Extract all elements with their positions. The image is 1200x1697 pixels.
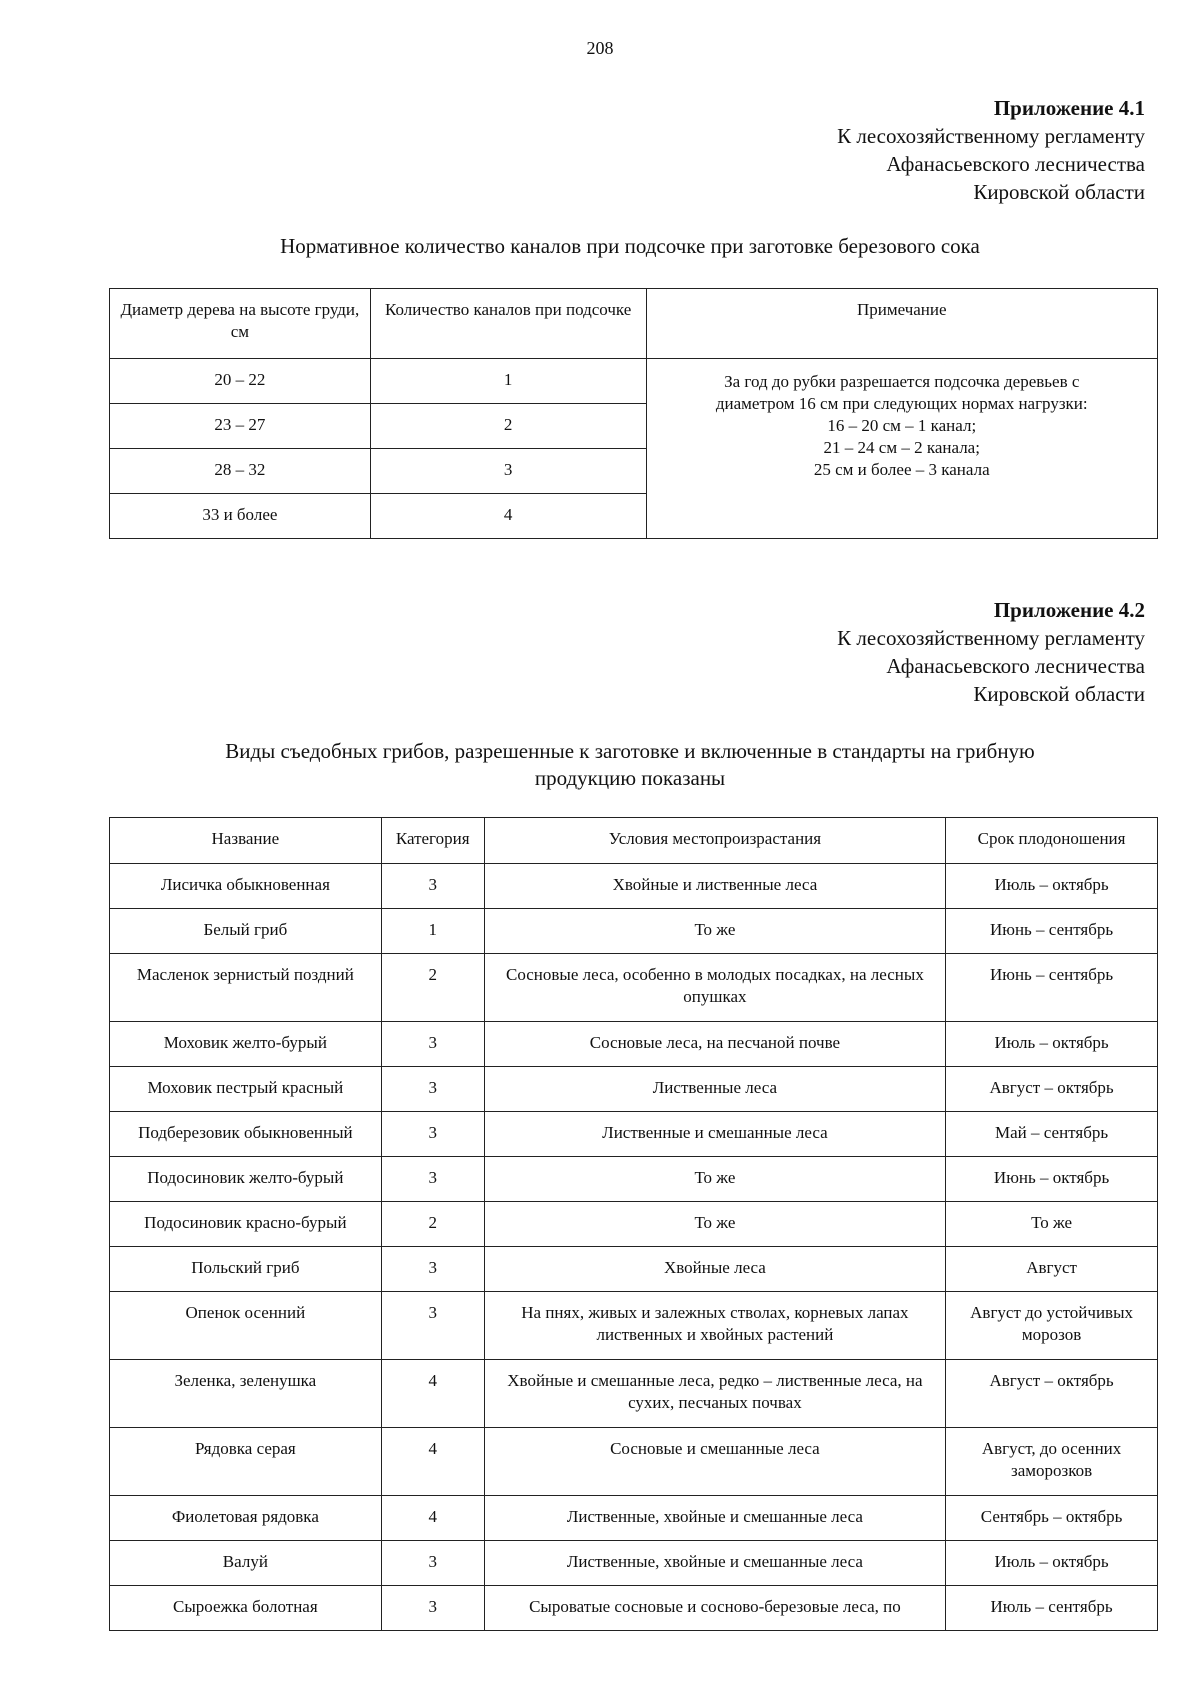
appendix-title: Приложение 4.2 — [993, 598, 1145, 622]
appendix-line: Афанасьевского лесничества — [886, 152, 1145, 176]
note-line: 25 см и более – 3 канала — [813, 460, 990, 479]
habitat-cell: То же — [484, 909, 945, 954]
name-cell: Зеленка, зеленушка — [110, 1360, 382, 1428]
header-cell: Количество каналов при подсочке — [370, 289, 646, 359]
category-cell: 2 — [381, 954, 484, 1022]
channels-cell: 2 — [370, 404, 646, 449]
header-cell: Категория — [381, 818, 484, 864]
category-cell: 2 — [381, 1202, 484, 1247]
habitat-cell: Сосновые леса, на песчаной почве — [484, 1022, 945, 1067]
table-header-row — [110, 818, 1158, 864]
table-row — [110, 1292, 1158, 1360]
season-cell: Июль – октябрь — [946, 864, 1158, 909]
category-cell: 3 — [381, 1022, 484, 1067]
table-row — [110, 1541, 1158, 1586]
name-cell: Польский гриб — [110, 1247, 382, 1292]
channels-cell: 3 — [370, 449, 646, 494]
table-row — [110, 954, 1158, 1022]
habitat-cell: Сыроватые сосновые и сосново-березовые леса, по — [484, 1586, 945, 1631]
table-row — [110, 359, 1158, 404]
category-cell: 3 — [381, 864, 484, 909]
name-cell: Масленок зернистый поздний — [110, 954, 382, 1022]
habitat-cell: Лиственные, хвойные и смешанные леса — [484, 1541, 945, 1586]
appendix-line: К лесохозяйственному регламенту — [837, 626, 1145, 650]
habitat-cell: Хвойные и смешанные леса, редко – лиственные леса, на сухих, песчаных почвах — [484, 1360, 945, 1428]
note-line: За год до рубки разрешается подсочка деревьев с — [724, 372, 1080, 391]
season-cell: Август, до осенних заморозков — [946, 1428, 1158, 1496]
category-cell: 4 — [381, 1428, 484, 1496]
table-row — [110, 1157, 1158, 1202]
header-cell: Условия местопроизрастания — [484, 818, 945, 864]
table2-title — [100, 738, 1160, 792]
season-cell: Август – октябрь — [946, 1067, 1158, 1112]
page-number: 208 — [586, 38, 614, 58]
table-row — [110, 1428, 1158, 1496]
season-cell: Август – октябрь — [946, 1360, 1158, 1428]
table-row — [110, 864, 1158, 909]
diameter-cell: 28 – 32 — [110, 449, 371, 494]
habitat-cell: Хвойные и лиственные леса — [484, 864, 945, 909]
habitat-cell: То же — [484, 1202, 945, 1247]
note-cell — [646, 359, 1157, 539]
season-cell: Июнь – сентябрь — [946, 954, 1158, 1022]
name-cell: Подосиновик красно-бурый — [110, 1202, 382, 1247]
name-cell: Моховик пестрый красный — [110, 1067, 382, 1112]
channels-cell: 4 — [370, 494, 646, 539]
table-row — [110, 1067, 1158, 1112]
category-cell: 3 — [381, 1541, 484, 1586]
diameter-cell: 23 – 27 — [110, 404, 371, 449]
name-cell: Сыроежка болотная — [110, 1586, 382, 1631]
habitat-cell: На пнях, живых и залежных стволах, корневых лапах лиственных и хвойных растений — [484, 1292, 945, 1360]
season-cell: Май – сентябрь — [946, 1112, 1158, 1157]
name-cell: Моховик желто-бурый — [110, 1022, 382, 1067]
table-row — [110, 1360, 1158, 1428]
habitat-cell: То же — [484, 1157, 945, 1202]
appendix-line: К лесохозяйственному регламенту — [837, 124, 1145, 148]
header-cell: Диаметр дерева на высоте груди, см — [110, 289, 371, 359]
table1-title: Нормативное количество каналов при подсочке при заготовке березового сока — [280, 234, 980, 258]
note-line: 21 – 24 см – 2 канала; — [823, 438, 980, 457]
title-line: Виды съедобных грибов, разрешенные к заготовке и включенные в стандарты на грибную — [225, 739, 1035, 763]
habitat-cell: Сосновые леса, особенно в молодых посадках, на лесных опушках — [484, 954, 945, 1022]
name-cell: Белый гриб — [110, 909, 382, 954]
habitat-cell: Лиственные и смешанные леса — [484, 1112, 945, 1157]
header-cell: Срок плодоношения — [946, 818, 1158, 864]
name-cell: Валуй — [110, 1541, 382, 1586]
name-cell: Лисичка обыкновенная — [110, 864, 382, 909]
appendix-line: Кировской области — [973, 682, 1145, 706]
table-row — [110, 1247, 1158, 1292]
category-cell: 3 — [381, 1157, 484, 1202]
table-row — [110, 1496, 1158, 1541]
season-cell: Сентябрь – октябрь — [946, 1496, 1158, 1541]
appendix-4-1-header — [837, 94, 1145, 206]
header-cell: Название — [110, 818, 382, 864]
table-row — [110, 1022, 1158, 1067]
name-cell: Подберезовик обыкновенный — [110, 1112, 382, 1157]
category-cell: 3 — [381, 1292, 484, 1360]
appendix-line: Афанасьевского лесничества — [886, 654, 1145, 678]
category-cell: 4 — [381, 1496, 484, 1541]
name-cell: Фиолетовая рядовка — [110, 1496, 382, 1541]
habitat-cell: Лиственные леса — [484, 1067, 945, 1112]
table-row — [110, 1202, 1158, 1247]
note-line: диаметром 16 см при следующих нормах нагрузки: — [715, 394, 1088, 413]
category-cell: 4 — [381, 1360, 484, 1428]
title-line: продукцию показаны — [534, 766, 726, 790]
table-row — [110, 1586, 1158, 1631]
category-cell: 3 — [381, 1067, 484, 1112]
note-line: 16 – 20 см – 1 канал; — [827, 416, 977, 435]
habitat-cell: Сосновые и смешанные леса — [484, 1428, 945, 1496]
category-cell: 3 — [381, 1112, 484, 1157]
name-cell: Рядовка серая — [110, 1428, 382, 1496]
table-header-row — [110, 289, 1158, 359]
season-cell: Июль – октябрь — [946, 1022, 1158, 1067]
name-cell: Опенок осенний — [110, 1292, 382, 1360]
birch-sap-channels-table — [109, 288, 1158, 539]
appendix-line: Кировской области — [973, 180, 1145, 204]
season-cell: Август до устойчивых морозов — [946, 1292, 1158, 1360]
season-cell: Июль – октябрь — [946, 1541, 1158, 1586]
category-cell: 3 — [381, 1247, 484, 1292]
season-cell: Июнь – сентябрь — [946, 909, 1158, 954]
category-cell: 1 — [381, 909, 484, 954]
appendix-title: Приложение 4.1 — [993, 96, 1145, 120]
table-row — [110, 909, 1158, 954]
habitat-cell: Лиственные, хвойные и смешанные леса — [484, 1496, 945, 1541]
season-cell: То же — [946, 1202, 1158, 1247]
season-cell: Август — [946, 1247, 1158, 1292]
diameter-cell: 20 – 22 — [110, 359, 371, 404]
appendix-4-2-header — [837, 596, 1145, 708]
season-cell: Июль – сентябрь — [946, 1586, 1158, 1631]
diameter-cell: 33 и более — [110, 494, 371, 539]
name-cell: Подосиновик желто-бурый — [110, 1157, 382, 1202]
edible-mushrooms-table — [109, 817, 1158, 1631]
table-row — [110, 1112, 1158, 1157]
header-cell: Примечание — [646, 289, 1157, 359]
category-cell: 3 — [381, 1586, 484, 1631]
channels-cell: 1 — [370, 359, 646, 404]
habitat-cell: Хвойные леса — [484, 1247, 945, 1292]
season-cell: Июнь – октябрь — [946, 1157, 1158, 1202]
